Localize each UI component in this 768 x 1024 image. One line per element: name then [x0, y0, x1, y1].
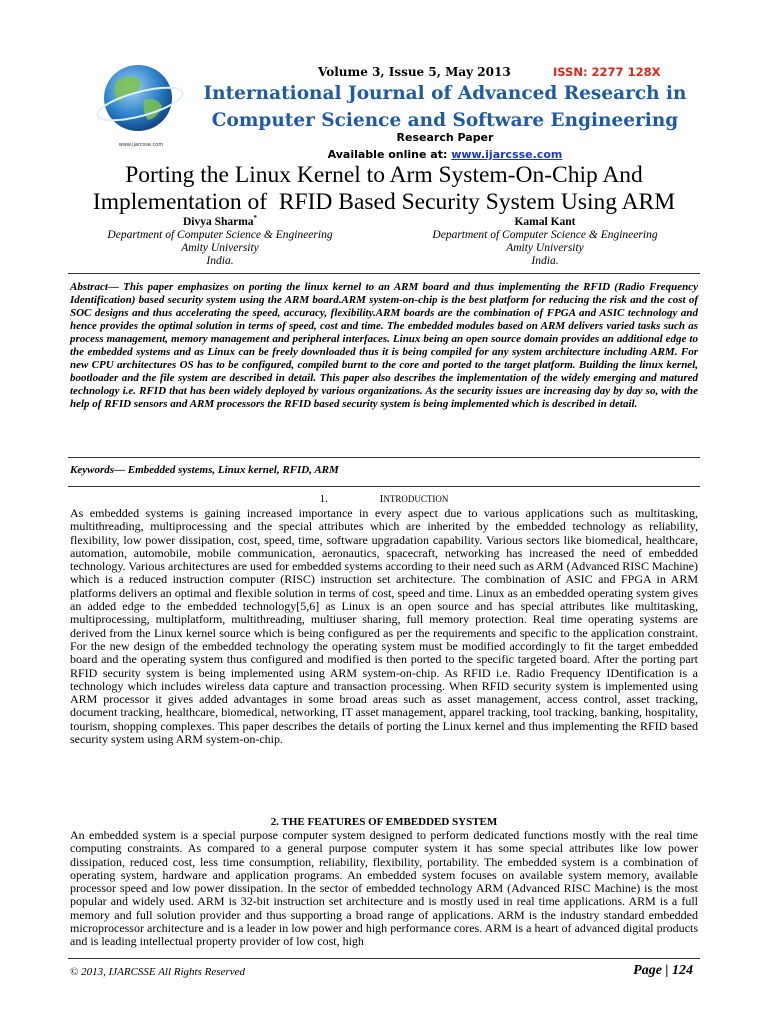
globe-icon [96, 60, 186, 152]
author-name: Kamal Kant [514, 215, 576, 228]
svg-text:www.ijarcsse.com: www.ijarcsse.com [118, 142, 164, 148]
section-heading-introduction: 1. INTRODUCTION [319, 493, 449, 505]
journal-link[interactable]: www.ijarcsse.com [451, 148, 563, 161]
introduction-text: As embedded systems is gaining increased importance in every aspect due to various applications such as multitasking, multithreading, multiprocessing and the special attributes which are inherited by the embedded technology as reliability, flexibility, low power dissipation, cost, speed, time, software upgradation capability. Various sectors like biomedical, healthcare, automation, automobile, mobile communication, aeronautics, spacecraft, networking has increased the need of embedded technology. Various architectures are used for embedded systems according to their need such as ARM (Advanced RISC Machine) which is a reduced instruction computer (RISC) instruction set architecture. The combination of ASIC and FPGA in ARM platforms delivers an optimal and flexible solution in terms of cost, speed and time. Linux as an embedded operating system gives an added edge to the embedded technology[5,6] as Linux is an open source and has special attributes like multitasking, multiprocessing, multiplatform, multithreading, multiuser sharing, full memory protection. Real time operating systems are derived from the Linux kernel source which is being configured as per the requirements and specific to the application constraint. For the new design of the embedded technology the operating system must be modified accordingly to fit the target embedded board and the operating system thus configured and modified is then ported to the specific targeted board. After the porting part RFID security system is being implemented using ARM system-on-chip. As RFID i.e. Radio Frequency IDentification is a technology which includes wireless data capture and transaction processing. When RFID security system is implemented using ARM processor it gives added advantages in some broad areas such as asset management, access control, asset tracking, document tracking, healthcare, biomedical, networking, IT asset management, apparel tracking, tool tracking, banking, hospitality, tourism, shopping complexes. This paper describes the details of porting the Linux kernel and thus implementing the RFID based security system using ARM system-on-chip. [70, 506, 698, 747]
section-heading-features: 2. THE FEATURES OF EMBEDDED SYSTEM [270, 816, 498, 828]
divider [68, 273, 700, 274]
keywords: Keywords— Embedded systems, Linux kernel, RFID, ARM [70, 464, 339, 476]
journal-logo [96, 60, 186, 152]
issn: ISSN: 2277 128X [553, 65, 661, 79]
divider [68, 457, 700, 458]
paper-title-line2: Implementation of RFID Based Security System Using ARM [92, 189, 676, 215]
journal-title-line2: Computer Science and Software Engineering [211, 110, 679, 131]
abstract: Abstract— This paper emphasizes on porting the linux kernel to an ARM board and thus implementing the RFID (Radio Frequency Identification) based security system using the ARM board.ARM system-on-chip is the best platform for reducing the risk and the cost of SOC designs and thus accelerating the speed, accuracy, flexibility.ARM boards are the combination of FPGA and ASIC technology and hence provides the optimal solution in terms of speed, cost and time. The embedded modules based on ARM delivers varied tasks such as process management, memory management and peripheral interfaces. Linux being an open source domain provides an additional edge to the embedded systems and as Linux can be freely downloaded thus it is being compiled for any system architecture including ARM. For new CPU architectures OS has to be configured, compiled burnt to the core and ported to the target platform. Building the linux kernel, bootloader and the file system are described in detail. This paper also describes the implementation of the widely emerging and matured technology i.e. RFID that has been widely deployed by various organizations. As the security issues are increasing day by day so, with the help of RFID sensors and ARM processors the RFID based security system is being implemented which is described in detail. [70, 281, 698, 410]
journal-title [180, 80, 710, 134]
paper-title-line1: Porting the Linux Kernel to Arm System-On-Chip And [125, 162, 643, 188]
author-university: Amity University [506, 241, 584, 254]
features-text: An embedded system is a special purpose computer system designed to perform dedicated functions mostly with the real time computing constraints. As compared to a general purpose computer system it has some special attributes like low power dissipation, reduced cost, less time consumption, reliability, flexibility, portability. The embedded system is a combination of operating system, hardware and application programs. An embedded system focuses on available system memory, available processor speed and low power dissipation. In the sector of embedded technology ARM (Advanced RISC Machine) is the most popular and widely used. ARM is 32-bit instruction set architecture and is mostly used in real time applications. ARM is a full memory and full solution provider and thus supporting a broad range of applications. ARM is the industry standard embedded microprocessor architecture and is a leader in low power and high performance cores. ARM is a heart of advanced digital products and is leading intellectual property provider of low cost, high [70, 828, 698, 949]
divider [68, 486, 700, 487]
author-block-2 [395, 212, 695, 268]
page-number: Page | 124 [633, 963, 693, 978]
author-name: Divya Sharma* [182, 214, 258, 228]
author-department: Department of Computer Science & Engineering [107, 228, 333, 241]
copyright: © 2013, IJARCSSE All Rights Reserved [70, 966, 245, 978]
paper-title [60, 162, 708, 216]
volume-info: Volume 3, Issue 5, May 2013 [318, 65, 511, 79]
author-department: Department of Computer Science & Engineering [432, 228, 658, 241]
author-block-1 [70, 212, 370, 268]
footer-divider [68, 958, 700, 959]
author-country: India. [206, 254, 234, 267]
author-country: India. [531, 254, 559, 267]
paper-type: Research Paper [396, 131, 494, 144]
journal-title-line1: International Journal of Advanced Research in [203, 83, 687, 104]
author-university: Amity University [181, 241, 259, 254]
available-online: Available online at: www.ijarcsse.com [327, 148, 563, 161]
